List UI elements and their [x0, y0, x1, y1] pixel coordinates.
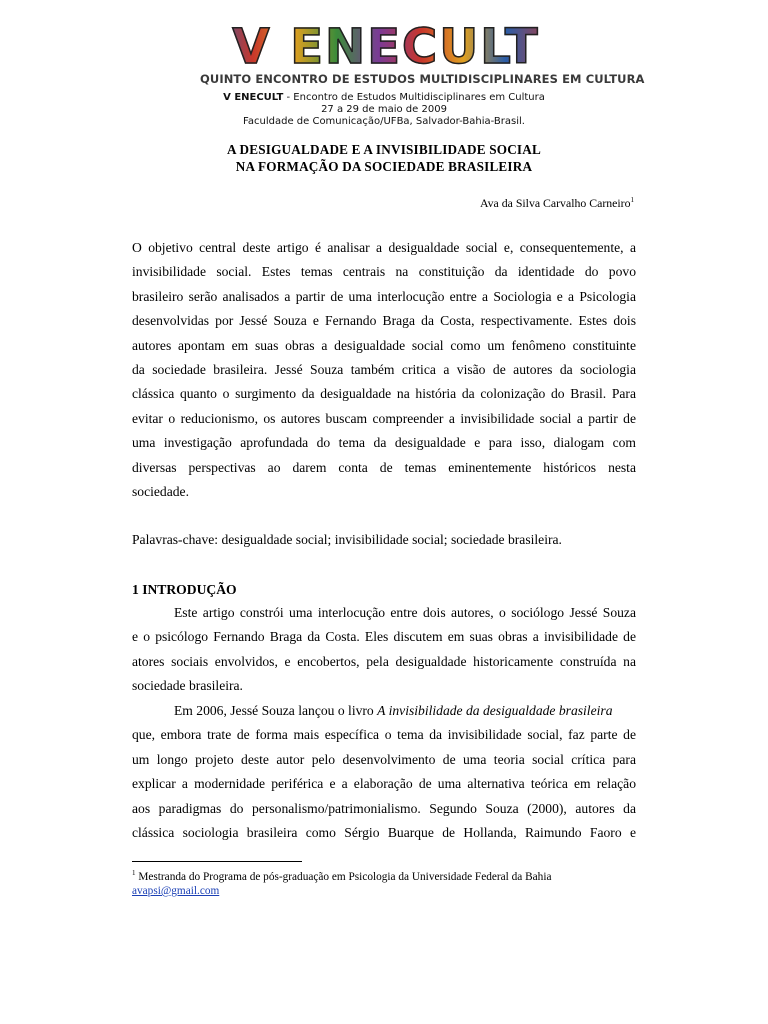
footnote-text: Mestranda do Programa de pós-graduação em Psicologia da Universidade Federal da Bahia	[135, 870, 552, 883]
section-heading: 1 INTRODUÇÃO	[132, 582, 237, 597]
conference-logo: V ENECULT	[210, 22, 562, 72]
footnote	[132, 866, 551, 898]
keywords: Palavras-chave: desigualdade social; invisibilidade social; sociedade brasileira.	[132, 532, 562, 547]
intro-paragraph-1	[132, 601, 636, 699]
text-line: um longo projeto deste autor pelo desenvolvimento de uma teoria social crítica para	[132, 751, 636, 767]
text-line: explicar a modernidade periférica e a elaboração de uma alternativa teórica em relação	[132, 776, 636, 792]
article-title-line-1: A DESIGUALDADE E A INVISIBILIDADE SOCIAL	[227, 142, 541, 157]
footnote-line	[132, 866, 551, 884]
footnote-separator	[132, 861, 302, 862]
conference-name: V ENECULT	[223, 92, 284, 103]
author-footnote-marker: 1	[630, 196, 634, 205]
footnote-email-link[interactable]: avapsi@gmail.com	[132, 884, 220, 897]
text-line: autores apontam em suas obras a desigualdade social como um fenômeno constituinte	[132, 337, 636, 353]
text-line: brasileiro serão analisados a partir de uma interlocução entre a Sociologia e a Psicologia	[132, 288, 636, 304]
text-line: clássica sociologia brasileira como Sérgio Buarque de Hollanda, Raimundo Faoro e	[132, 824, 636, 840]
text-line: sociedade brasileira.	[132, 678, 243, 694]
conference-description: - Encontro de Estudos Multidisciplinares em Cultura	[283, 92, 545, 103]
text-line: Este artigo constrói uma interlocução entre dois autores, o sociólogo Jessé Souza	[174, 605, 636, 620]
intro-paragraph-2	[132, 699, 636, 845]
text-line: e o psicólogo Fernando Braga da Costa. Eles discutem em suas obras a invisibilidade de	[132, 629, 636, 645]
book-title: A invisibilidade da desigualdade brasileira	[377, 703, 613, 718]
author-name-text: Ava da Silva Carvalho Carneiro	[480, 196, 631, 210]
text-line: evitar o reducionismo, os autores buscam compreender a invisibilidade social a partir de	[132, 410, 636, 426]
footnote-number: 1	[132, 869, 136, 877]
text-line: que, embora trate de forma mais específica o tema da invisibilidade social, faz parte de	[132, 727, 636, 743]
text-line	[132, 699, 636, 723]
text-line: desenvolvidas por Jessé Souza e Fernando Braga da Costa, respectivamente. Estes dois	[132, 313, 636, 329]
author-name	[480, 196, 634, 211]
text-line: invisibilidade social. Estes temas centrais na constituição da identidade do povo	[132, 264, 636, 280]
text-line: O objetivo central deste artigo é analisar a desigualdade social e, consequentemente, a	[132, 240, 636, 255]
article-title-line-2: NA FORMAÇÃO DA SOCIEDADE BRASILEIRA	[235, 159, 533, 174]
text-line: diversas perspectivas ao darem conta de temas eminentemente históricos nesta	[132, 459, 636, 475]
abstract-paragraph	[132, 236, 636, 504]
text-line: aos paradigmas do personalismo/patrimonialismo. Segundo Souza (2000), autores da	[132, 800, 636, 816]
conference-place: Faculdade de Comunicação/UFBa, Salvador-Bahia-Brasil.	[243, 116, 525, 127]
text-line: clássica quanto o surgimento da desigualdade na história da colonização do Brasil. Para	[132, 386, 636, 402]
text-line: atores sociais envolvidos, e encobertos, pela desigualdade historicamente construída na	[132, 653, 636, 669]
intro-p2-plain: Em 2006, Jessé Souza lançou o livro	[174, 703, 378, 718]
conference-dates: 27 a 29 de maio de 2009	[321, 104, 447, 115]
conference-line	[0, 92, 768, 103]
text-line: da sociedade brasileira. Jessé Souza também critica a visão de autores da sociologia	[132, 361, 636, 377]
text-line: sociedade.	[132, 483, 189, 499]
conference-logo-subtitle: QUINTO ENCONTRO DE ESTUDOS MULTIDISCIPLINARES EM CULTURA	[200, 72, 645, 86]
text-line: uma investigação aprofundada do tema da desigualdade e para isso, dialogam com	[132, 435, 636, 451]
